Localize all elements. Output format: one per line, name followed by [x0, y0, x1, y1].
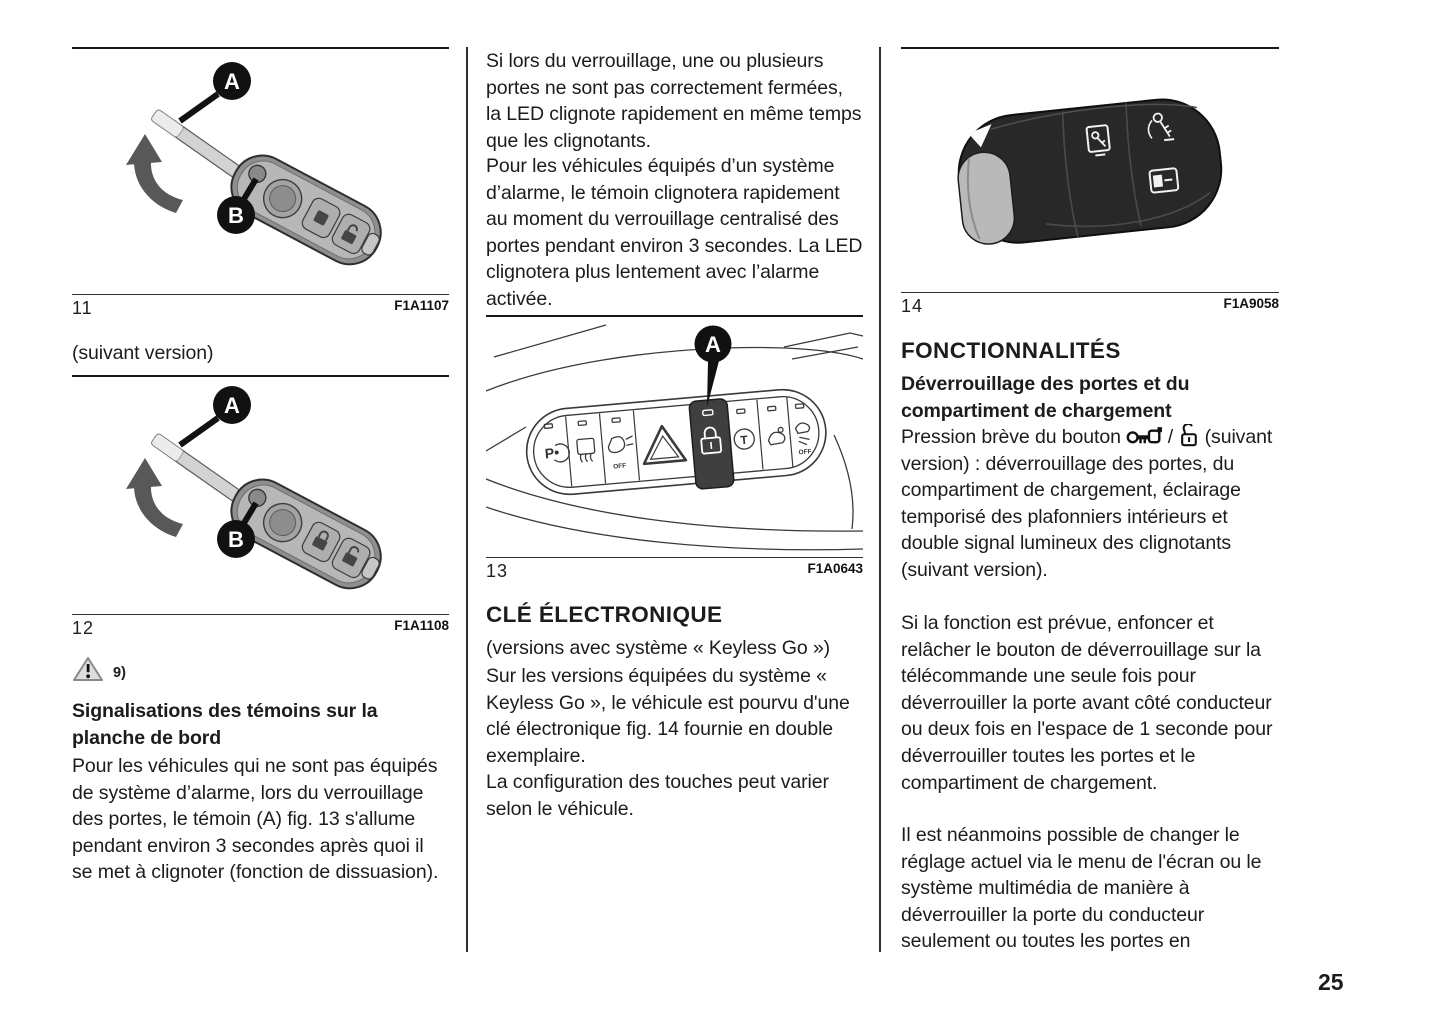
figure-13	[486, 315, 863, 582]
paragraph-remote: Si la fonction est prévue, enfoncer et relâcher le bouton de déverrouillage sur la télécommande une seule fois pour déverrouiller la porte avant côté conducteur ou deux fois en l'espace de 1 seconde pour déverrouiller toutes les portes et le compartiment de chargement.	[901, 612, 1273, 794]
column-divider-right	[879, 47, 881, 952]
flip-key-drawing	[72, 49, 449, 294]
paragraph-alarm: Pour les véhicules équipés d’un système d’alarme, le témoin clignotera rapidement au moment du verrouillage centralisé des portes pendant environ 3 secondes. La LED clignotera plus lentement avec l’alarme activée.	[486, 155, 863, 310]
button-off-label: OFF	[612, 462, 627, 471]
figure-11	[72, 47, 449, 319]
callout-b-label: B	[228, 203, 244, 228]
callout-b-label: B	[228, 527, 244, 552]
figure-code: F1A1108	[394, 618, 449, 633]
cle-subtitle: (versions avec système « Keyless Go »)	[486, 637, 831, 659]
keyless-fob-drawing	[901, 49, 1279, 292]
paragraph-led-doors: Si lors du verrouillage, une ou plusieurs portes ne sont pas correctement fermées, la LED clignote rapidement en même temps que les clignotants.	[486, 50, 862, 152]
figure-14-caption	[901, 292, 1279, 317]
paragraph-unlock-before: Pression brève du bouton	[901, 426, 1127, 448]
parking-sensor-button-label: P	[544, 444, 555, 462]
warning-note-row	[72, 655, 449, 683]
figure-14	[901, 47, 1279, 317]
middle-column	[486, 0, 863, 1018]
figure-12-caption	[72, 614, 449, 639]
callout-a-label: A	[224, 393, 240, 418]
figure-12	[72, 375, 449, 639]
figure-11-caption	[72, 294, 449, 319]
callout-a-label: A	[705, 332, 721, 357]
speed-limiter-button-label: T	[739, 432, 749, 448]
paragraph-keyless-1: Sur les versions équipées du système « Keyless Go », le véhicule est pourvu d'une clé électronique fig. 14 fournie en double exemplaire.	[486, 665, 850, 767]
figure-code: F1A1107	[394, 298, 449, 313]
figure-code: F1A0643	[807, 561, 863, 576]
figure-number: 11	[72, 298, 93, 318]
icon-separator: /	[1162, 426, 1179, 448]
page-number: 25	[1318, 969, 1344, 995]
left-column	[72, 0, 449, 1018]
paragraph-unlock-after: (suivant version) : déverrouillage des portes, du compartiment de chargement, éclairage temporisé des plafonniers intérieurs et double signal lumineux des clignotants (suivant version).	[901, 426, 1273, 581]
warning-note-ref: 9)	[113, 665, 126, 681]
section-heading-cle-electronique: CLÉ ÉLECTRONIQUE	[486, 602, 723, 627]
paragraph-signalisations: Pour les véhicules qui ne sont pas équipés de système d’alarme, lors du verrouillage des portes, le témoin (A) fig. 13 s'allume pendant environ 3 secondes après quoi il se met à clignoter (fonction de dissuasion).	[72, 755, 439, 884]
figure-number: 14	[901, 296, 924, 316]
figure-14-illustration	[901, 49, 1279, 292]
figure-11-illustration	[72, 49, 449, 294]
flip-key-drawing	[72, 377, 449, 614]
figure-code: F1A9058	[1223, 296, 1279, 311]
paragraph-menu: Il est néanmoins possible de changer le réglage actuel via le menu de l'écran ou le système multimédia de manière à déverrouiller la porte du conducteur seulement ou toutes les portes en	[901, 824, 1262, 953]
button-off-label: OFF	[798, 448, 812, 457]
suivant-version-note: (suivant version)	[72, 342, 214, 364]
paragraph-keyless-2: La configuration des touches peut varier selon le véhicule.	[486, 771, 829, 820]
figure-number: 12	[72, 618, 95, 638]
callout-a-label: A	[224, 69, 240, 94]
paragraph-unlock	[901, 424, 1279, 584]
dashboard-switches-drawing	[486, 317, 863, 557]
column-divider-left	[466, 47, 468, 952]
open-padlock-icon	[1178, 424, 1199, 447]
section-heading-fonctionnalites: FONCTIONNALITÉS	[901, 338, 1121, 363]
figure-12-illustration	[72, 377, 449, 614]
warning-triangle-icon	[72, 655, 104, 683]
remote-key-icon	[1126, 424, 1162, 447]
subheading-deverrouillage: Déverrouillage des portes et du compartiment de chargement	[901, 373, 1190, 422]
figure-13-caption	[486, 557, 863, 582]
right-column	[901, 0, 1279, 1018]
figure-13-illustration	[486, 317, 863, 557]
section-heading-signalisations: Signalisations des témoins sur la planche de bord	[72, 700, 378, 749]
figure-number: 13	[486, 561, 509, 581]
